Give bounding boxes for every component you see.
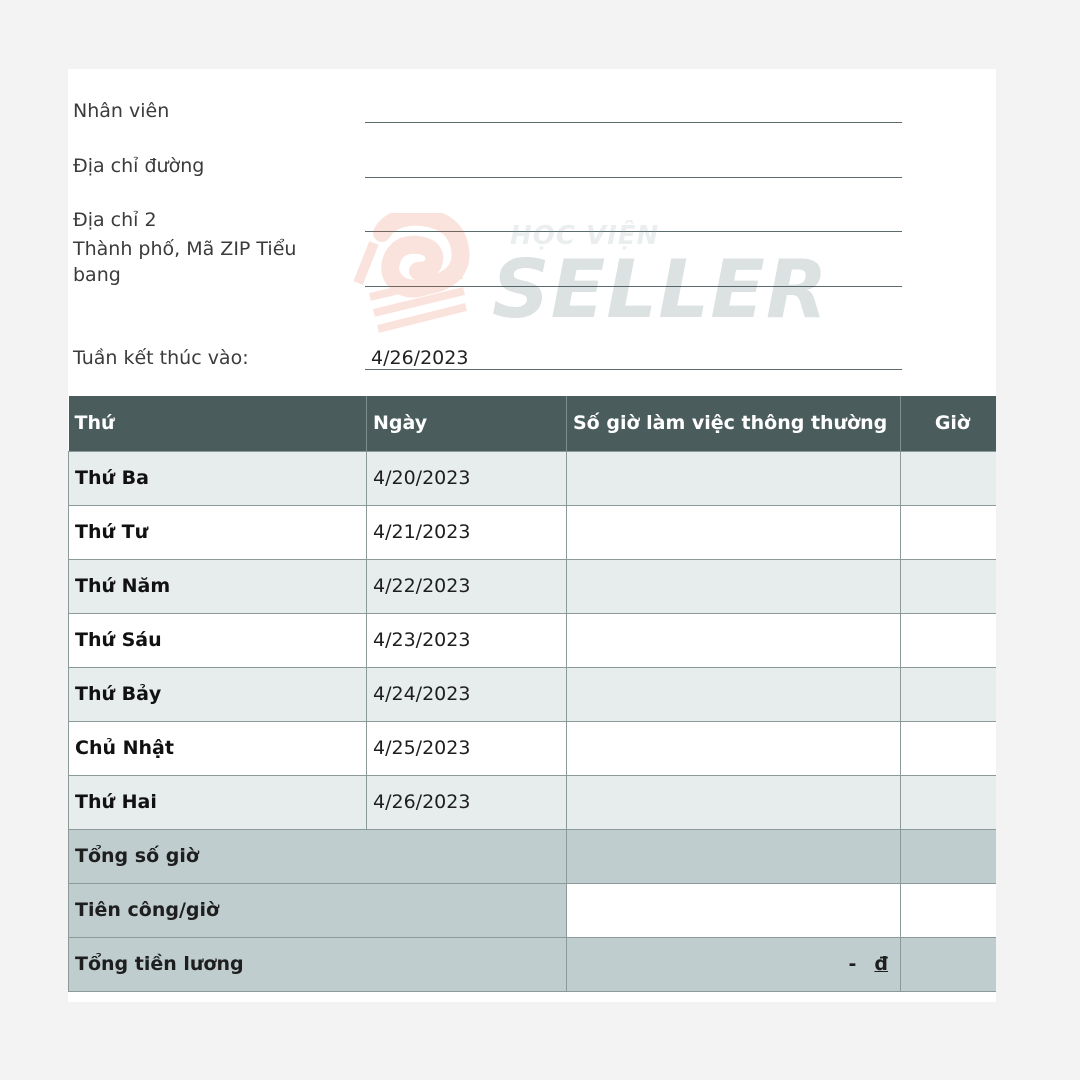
watermark-top-text: HỌC VIỆN: [510, 221, 660, 251]
hours-cell[interactable]: [901, 667, 997, 721]
table-row: [69, 559, 997, 613]
date-cell[interactable]: 4/25/2023: [367, 721, 567, 775]
day-cell: Thứ Sáu: [69, 613, 367, 667]
hours-cell[interactable]: [901, 559, 997, 613]
employee-label: Nhân viên: [73, 100, 170, 122]
rate-input-cell[interactable]: [567, 883, 901, 937]
rate-extra-cell[interactable]: [901, 883, 997, 937]
date-cell[interactable]: 4/24/2023: [367, 667, 567, 721]
watermark: [350, 209, 829, 349]
total-hours-row: [69, 829, 997, 883]
address2-label: Địa chỉ 2: [73, 209, 157, 231]
header-regular-hours: Số giờ làm việc thông thường: [567, 396, 901, 451]
week-end-value[interactable]: 4/26/2023: [371, 347, 469, 369]
regular-hours-cell[interactable]: [567, 775, 901, 829]
watermark-main-text: SELLER: [492, 243, 829, 336]
city-field[interactable]: [365, 286, 902, 287]
regular-hours-cell[interactable]: [567, 505, 901, 559]
day-cell: Thứ Hai: [69, 775, 367, 829]
total-regular-hours-cell: [567, 829, 901, 883]
total-pay-row: [69, 937, 997, 991]
hours-cell[interactable]: [901, 451, 997, 505]
regular-hours-cell[interactable]: [567, 559, 901, 613]
header-row: [69, 396, 997, 451]
regular-hours-cell[interactable]: [567, 667, 901, 721]
table-row: [69, 505, 997, 559]
header-hours: Giờ: [901, 396, 997, 451]
date-cell[interactable]: 4/21/2023: [367, 505, 567, 559]
table-row: [69, 451, 997, 505]
regular-hours-cell[interactable]: [567, 721, 901, 775]
currency-symbol: đ: [874, 953, 888, 975]
total-pay-value: -: [848, 953, 857, 975]
table-row: [69, 775, 997, 829]
rate-label: Tiên công/giờ: [69, 883, 567, 937]
hours-cell[interactable]: [901, 613, 997, 667]
total-hours-label: Tổng số giờ: [69, 829, 567, 883]
date-cell[interactable]: 4/26/2023: [367, 775, 567, 829]
total-pay-label: Tổng tiền lương: [69, 937, 567, 991]
hours-cell[interactable]: [901, 721, 997, 775]
date-cell[interactable]: 4/22/2023: [367, 559, 567, 613]
table-row: [69, 613, 997, 667]
date-cell[interactable]: 4/23/2023: [367, 613, 567, 667]
regular-hours-cell[interactable]: [567, 451, 901, 505]
address2-field[interactable]: [365, 231, 902, 232]
day-cell: Thứ Tư: [69, 505, 367, 559]
total-pay-extra-cell: [901, 937, 997, 991]
employee-field[interactable]: [365, 122, 902, 123]
table-row: [69, 721, 997, 775]
day-cell: Chủ Nhật: [69, 721, 367, 775]
rate-row: [69, 883, 997, 937]
street-field[interactable]: [365, 177, 902, 178]
week-end-label: Tuần kết thúc vào:: [73, 347, 249, 369]
table-row: [69, 667, 997, 721]
date-cell[interactable]: 4/20/2023: [367, 451, 567, 505]
city-label-line1: Thành phố, Mã ZIP Tiểu: [73, 238, 297, 260]
city-label-line2: bang: [73, 264, 121, 286]
total-pay-cell: [567, 937, 901, 991]
timesheet-table: [68, 396, 996, 992]
week-end-line: [365, 369, 902, 370]
day-cell: Thứ Năm: [69, 559, 367, 613]
day-cell: Thứ Ba: [69, 451, 367, 505]
header-day: Thứ: [69, 396, 367, 451]
hours-cell[interactable]: [901, 775, 997, 829]
total-hours-cell: [901, 829, 997, 883]
hours-cell[interactable]: [901, 505, 997, 559]
regular-hours-cell[interactable]: [567, 613, 901, 667]
timesheet: [68, 69, 996, 1002]
day-cell: Thứ Bảy: [69, 667, 367, 721]
header-date: Ngày: [367, 396, 567, 451]
street-label: Địa chỉ đường: [73, 155, 205, 177]
